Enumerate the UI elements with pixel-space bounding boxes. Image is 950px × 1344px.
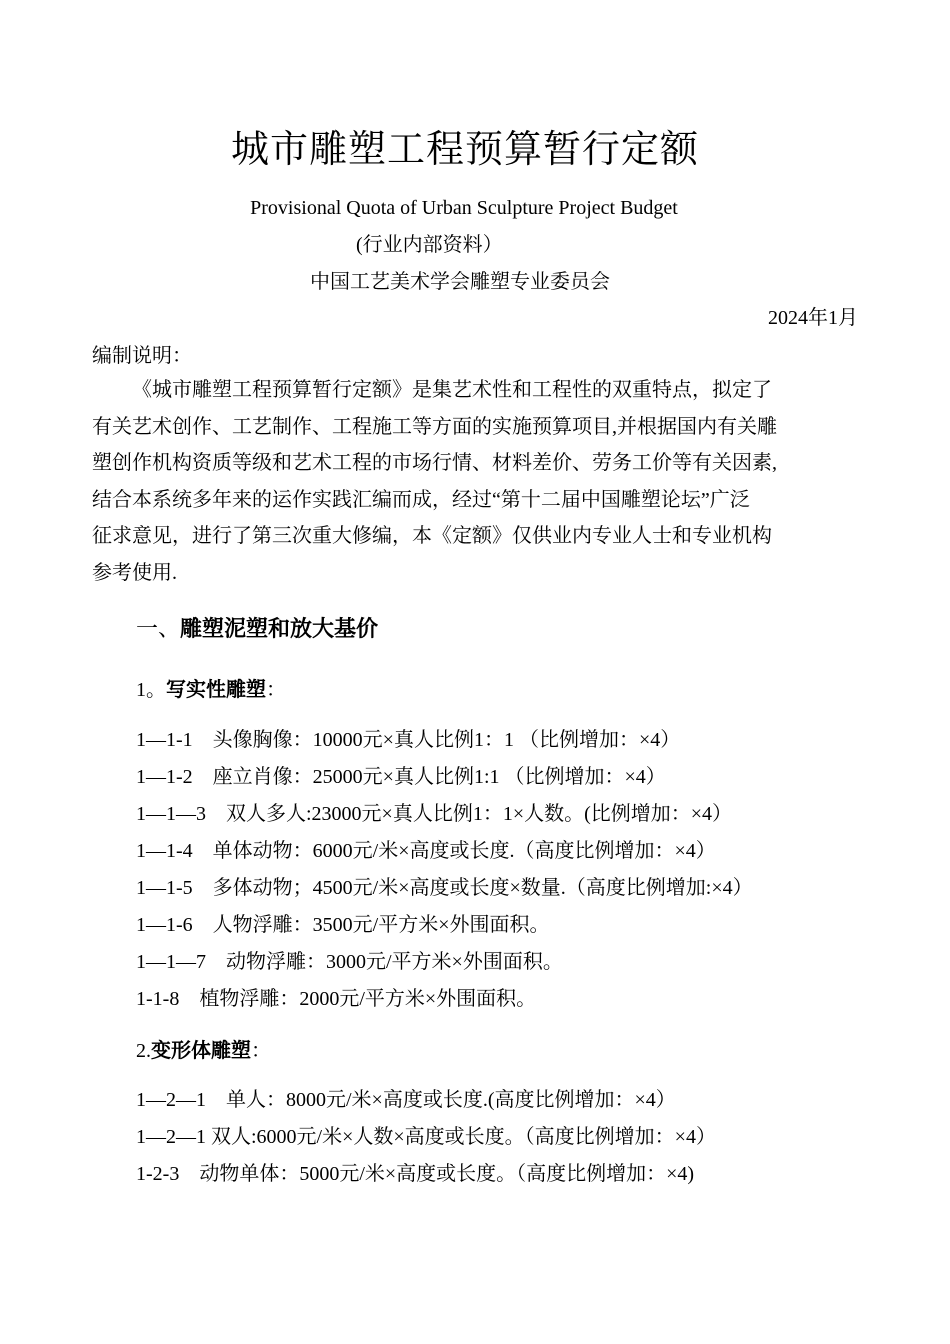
list-item: 1—1-4 单体动物：6000元/米×高度或长度.（高度比例增加：×4） <box>136 840 716 862</box>
list-item: 1—1-6 人物浮雕：3500元/平方米×外围面积。 <box>136 914 550 936</box>
subsection-heading-2 <box>136 1036 271 1066</box>
intro-paragraph <box>92 372 860 591</box>
subsection-heading-1 <box>136 675 286 705</box>
document-date: 2024年1月 <box>768 307 858 329</box>
intro-line: 《城市雕塑工程预算暂行定额》是集艺术性和工程性的双重特点，拟定了 <box>132 379 772 401</box>
list-item: 1-1-8 植物浮雕：2000元/平方米×外围面积。 <box>136 988 537 1010</box>
subsection-number: 2. <box>136 1040 151 1062</box>
intro-line: 征求意见，进行了第三次重大修编，本《定额》仅供业内专业人士和专业机构 <box>92 525 772 547</box>
intro-label: 编制说明： <box>92 345 192 367</box>
internal-note: (行业内部资料） <box>356 234 503 256</box>
english-subtitle: Provisional Quota of Urban Sculpture Project Budget <box>250 197 678 219</box>
list-item: 1—1-2 座立肖像：25000元×真人比例1:1 （比例增加：×4） <box>136 766 666 788</box>
subsection-number: 1。 <box>136 679 166 701</box>
list-item: 1—1-1 头像胸像：10000元×真人比例1：1 （比例增加：×4） <box>136 729 681 751</box>
subsection-title: 写实性雕塑 <box>166 679 266 701</box>
intro-line: 塑创作机构资质等级和艺术工程的市场行情、材料差价、劳务工价等有关因素, <box>92 452 777 474</box>
intro-line: 参考使用. <box>92 561 177 584</box>
section-heading <box>136 613 378 645</box>
section-number: 一、 <box>136 616 181 641</box>
intro-line: 结合本系统多年来的运作实践汇编而成，经过“第十二届中国雕塑论坛”广泛 <box>92 488 750 511</box>
realistic-sculpture-list <box>136 722 753 1018</box>
subsection-colon: ： <box>266 679 286 701</box>
list-item: 1—1—3 双人多人:23000元×真人比例1：1×人数。(比例增加：×4） <box>136 803 733 825</box>
list-item: 1—1—7 动物浮雕：3000元/平方米×外围面积。 <box>136 951 563 973</box>
section-title: 雕塑泥塑和放大基价 <box>180 616 379 641</box>
organization-name: 中国工艺美术学会雕塑专业委员会 <box>310 271 610 293</box>
subsection-colon: ： <box>251 1040 271 1062</box>
list-item: 1-2-3 动物单体：5000元/米×高度或长度。（高度比例增加：×4) <box>136 1163 695 1185</box>
intro-line: 有关艺术创作、工艺制作、工程施工等方面的实施预算项目,并根据国内有关雕 <box>92 415 777 438</box>
deformed-sculpture-list <box>136 1082 716 1193</box>
document-title: 城市雕塑工程预算暂行定额 <box>230 129 699 171</box>
subsection-title: 变形体雕塑 <box>151 1040 251 1062</box>
list-item: 1—2—1 双人:6000元/米×人数×高度或长度。（高度比例增加：×4） <box>136 1126 716 1148</box>
list-item: 1—1-5 多体动物；4500元/米×高度或长度×数量.（高度比例增加:×4） <box>136 877 753 899</box>
list-item: 1—2—1 单人：8000元/米×高度或长度.(高度比例增加：×4） <box>136 1089 676 1111</box>
